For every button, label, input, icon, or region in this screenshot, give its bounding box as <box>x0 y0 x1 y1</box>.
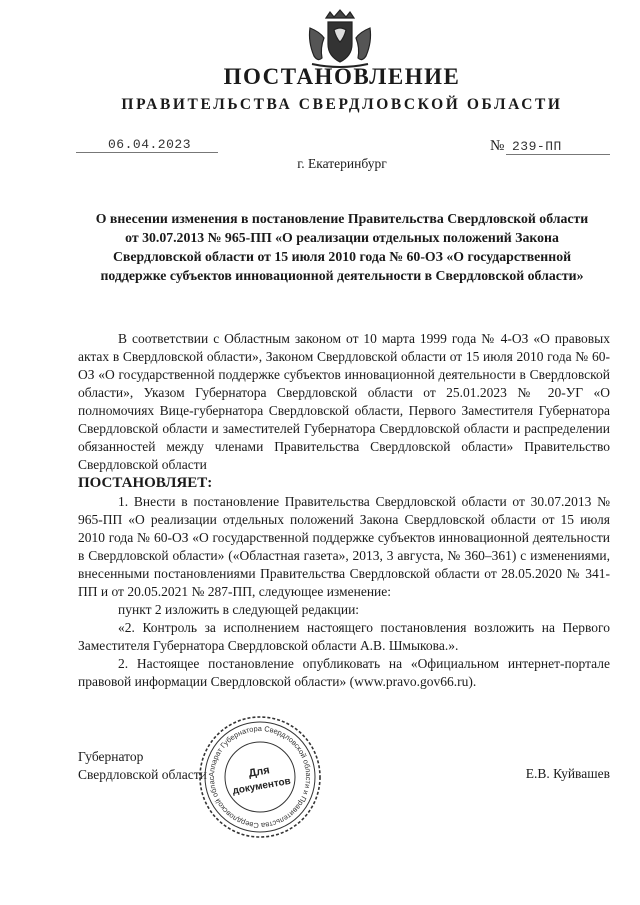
issue-city: г. Екатеринбург <box>297 156 387 171</box>
item-2-paragraph: 2. Настоящее постановление опубликовать на «Официальном интернет-портале правовой информации Свердловской области» (www.pravo.gov66.ru). <box>78 656 610 689</box>
official-stamp <box>196 713 324 841</box>
stamp-ring-text: Аппарат Губернатора Свердловской области и Правительства Свердловской облас <box>206 723 314 831</box>
sverdlovsk-oblast-coat-of-arms-icon <box>300 8 380 70</box>
signer-position-line-2: Свердловской области <box>78 767 207 782</box>
signer-name: Е.В. Куйвашев <box>525 766 610 781</box>
document-body <box>78 330 610 691</box>
document-type-title: ПОСТАНОВЛЕНИЕ <box>223 64 461 89</box>
item-1-paragraph: 1. Внести в постановление Правительства Свердловской области от 30.07.2013 № 965-ПП «О реализации отдельных положений Закона Свердловской области от 15 июля 2010 года № 60-ОЗ «О государственной поддержке субъектов инновационной деятельности в Свердловской области» («Областная газета», 2013, 3 августа, № 360–361) с изменениями, внесенными постановлениями Правительства Свердловской области от 28.05.2020 № 341-ПП и от 20.05.2021 № 287-ПП, следующее изменение: <box>78 494 610 599</box>
item-1-quote-paragraph: «2. Контроль за исполнением настоящего постановления возложить на Первого Заместителя Губернатора Свердловской области А.В. Шмыкова.». <box>78 620 610 653</box>
signer-position <box>78 748 207 784</box>
round-stamp-icon <box>196 713 324 841</box>
number-underline <box>506 154 610 155</box>
coat-of-arms-emblem <box>300 8 380 70</box>
number-sign: № <box>490 138 505 154</box>
preamble-paragraph: В соответствии с Областным законом от 10 марта 1999 года № 4-ОЗ «О правовых актах в Свердловской области», Законом Свердловской области от 15 июля 2010 года № 60-ОЗ «О государственной поддержке субъектов инновационной деятельности в Свердловской области», Указом Губернатора Свердловской области от 25.01.2023 № 20-УГ «О полномочиях Вице-губернатора Свердловской области, Первого Заместителя Губернатора Свердловской области и заместителей Губернатора Свердловской области и распределении обязанностей между членами Правительства Свердловской области» Правительство Свердловской области <box>78 331 610 472</box>
item-1-sub-paragraph: пункт 2 изложить в следующей редакции: <box>118 602 360 617</box>
document-date: 06.04.2023 <box>108 137 192 152</box>
signer-position-line-1: Губернатор <box>78 749 144 764</box>
resolves-label: ПОСТАНОВЛЯЕТ: <box>78 475 213 491</box>
stamp-center-line-1: Для <box>247 764 271 780</box>
document-number: 239-ПП <box>512 139 562 154</box>
stamp-center-line-2: документов <box>231 775 292 797</box>
document-heading: О внесении изменения в постановление Правительства Свердловской области от 30.07.2013 № 965-ПП «О реализации отдельных положений Закона Свердловской области от 15 июля 2010 года № 60-ОЗ «О государственной поддержке субъектов инновационной деятельности в Свердловской области» <box>95 211 589 283</box>
date-underline <box>76 152 218 153</box>
issuing-authority: ПРАВИТЕЛЬСТВА СВЕРДЛОВСКОЙ ОБЛАСТИ <box>121 96 563 113</box>
